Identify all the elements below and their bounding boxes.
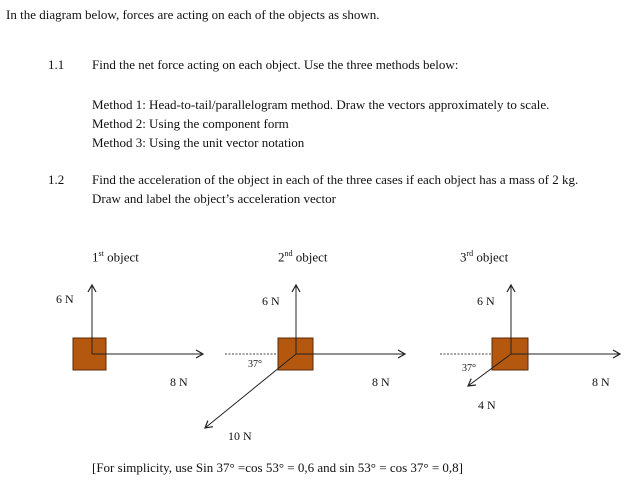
object-2-diagram xyxy=(205,285,405,428)
object-2-title: 2nd object xyxy=(278,249,328,265)
q2-line2: Draw and label the object’s acceleration vector xyxy=(92,191,336,206)
object-3-angle-label: 37° xyxy=(462,363,476,374)
object-3-title: 3rd object xyxy=(460,249,509,265)
q1-number: 1.1 xyxy=(48,57,65,72)
object-1-right-label: 8 N xyxy=(170,375,188,389)
object-3-up-label: 6 N xyxy=(477,294,495,308)
object-1-diagram xyxy=(73,285,203,370)
object-1-up-label: 6 N xyxy=(56,292,74,306)
method-2: Method 2: Using the component form xyxy=(92,116,289,131)
object-2-angle-label: 37° xyxy=(248,359,262,370)
object-1-title: 1st object xyxy=(92,249,139,265)
method-3: Method 3: Using the unit vector notation xyxy=(92,135,305,150)
object-2-right-label: 8 N xyxy=(372,375,390,389)
object-2-diagonal-label: 10 N xyxy=(228,429,252,443)
q2-number: 1.2 xyxy=(48,172,65,187)
q1-text: Find the net force acting on each object. Use the three methods below: xyxy=(92,57,459,72)
method-1: Method 1: Head-to-tail/parallelogram method. Draw the vectors approximately to scale. xyxy=(92,97,550,112)
object-3-right-label: 8 N xyxy=(592,375,610,389)
object-2-up-label: 6 N xyxy=(262,294,280,308)
object-3-diagonal-label: 4 N xyxy=(478,398,496,412)
intro-text: In the diagram below, forces are acting on each of the objects as shown. xyxy=(6,7,380,22)
simplicity-note: [For simplicity, use Sin 37° =cos 53° = 0,6 and sin 53° = cos 37° = 0,8] xyxy=(92,460,464,475)
q2-line1: Find the acceleration of the object in each of the three cases if each object has a mass of 2 kg. xyxy=(92,172,579,187)
